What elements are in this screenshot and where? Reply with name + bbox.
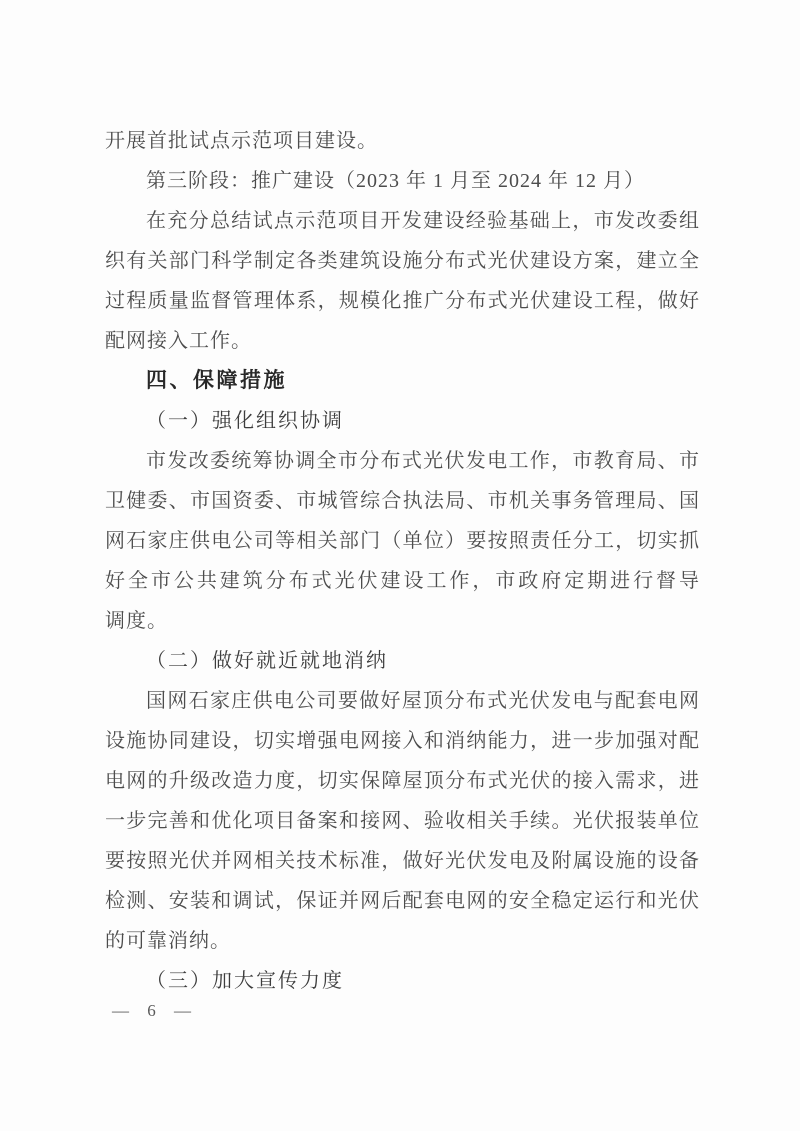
paragraph-line: 织有关部门科学制定各类建筑设施分布式光伏建设方案，建立全	[105, 250, 699, 272]
stage-three-line: 第三阶段：推广建设（2023 年 1 月至 2024 年 12 月）	[146, 170, 645, 192]
paragraph-line: 的可靠消纳。	[105, 930, 231, 952]
paragraph-line: 配网接入工作。	[105, 330, 252, 352]
subsection-heading: （一）强化组织协调	[146, 410, 344, 432]
text-block	[105, 121, 699, 1001]
paragraph-line: 国网石家庄供电公司要做好屋顶分布式光伏发电与配套电网	[146, 690, 699, 712]
paragraph-line: 过程质量监督管理体系，规模化推广分布式光伏建设工程，做好	[105, 290, 699, 312]
paragraph-line: 要按照光伏并网相关技术标准，做好光伏发电及附属设施的设备	[105, 850, 699, 872]
paragraph-line: 设施协同建设，切实增强电网接入和消纳能力，进一步加强对配	[105, 730, 699, 752]
subsection-heading: （三）加大宣传力度	[146, 970, 344, 992]
paragraph-line: 一步完善和优化项目备案和接网、验收相关手续。光伏报装单位	[105, 810, 699, 832]
paragraph-line: 在充分总结试点示范项目开发建设经验基础上，市发改委组	[146, 210, 699, 232]
paragraph-line: 卫健委、市国资委、市城管综合执法局、市机关事务管理局、国	[105, 490, 699, 512]
page-number: — 6 —	[112, 1001, 198, 1020]
paragraph-line: 调度。	[105, 610, 168, 632]
paragraph-line: 网石家庄供电公司等相关部门（单位）要按照责任分工，切实抓	[105, 530, 699, 552]
paragraph-line: 好全市公共建筑分布式光伏建设工作，市政府定期进行督导	[105, 570, 699, 592]
paragraph-line: 开展首批试点示范项目建设。	[105, 130, 378, 152]
section-heading: 四、保障措施	[146, 369, 287, 392]
paragraph-line: 电网的升级改造力度，切实保障屋顶分布式光伏的接入需求，进	[105, 770, 699, 792]
paragraph-line: 检测、安装和调试，保证并网后配套电网的安全稳定运行和光伏	[105, 890, 699, 912]
subsection-heading: （二）做好就近就地消纳	[146, 650, 388, 672]
paragraph-line: 市发改委统筹协调全市分布式光伏发电工作，市教育局、市	[146, 450, 699, 472]
